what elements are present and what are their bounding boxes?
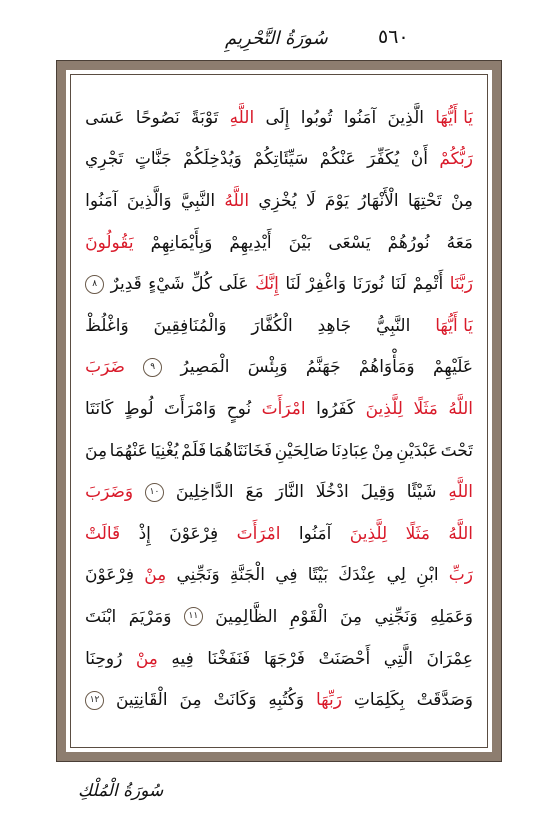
frame-gap	[66, 70, 492, 752]
highlighted-word: اللَّهُ	[224, 190, 250, 211]
verse-word: مَعَ	[245, 482, 264, 503]
highlighted-word: اللَّهُ	[448, 523, 473, 544]
verse-line	[85, 97, 473, 139]
text-panel	[70, 74, 488, 748]
verse-word: وَالْمُنَافِقِينَ	[153, 315, 227, 336]
verse-word: بَيْنَ	[288, 232, 312, 253]
verse-word: ابْنَتَ	[85, 606, 117, 627]
verse-word: مِنَ	[85, 440, 108, 461]
verse-word: آمَنُوا	[85, 190, 118, 211]
verse-word: ادْخُلَا	[315, 482, 349, 503]
verse-word: رُوحِنَا	[85, 648, 123, 669]
verse-word: وَبِأَيْمَانِهِمْ	[150, 232, 213, 253]
verse-word: فَخَانَتَاهُمَا	[208, 440, 273, 461]
verse-word: وَكُتُبِهِ	[268, 690, 305, 711]
verse-word: جَنَّاتٍ	[134, 149, 172, 170]
verse-line	[85, 430, 473, 472]
verse-word: الْكُفَّارَ	[251, 315, 293, 336]
verse-word: الْقَوْمِ	[289, 606, 328, 627]
verse-line	[85, 638, 473, 680]
highlighted-word: امْرَأَتَ	[261, 398, 306, 419]
verse-word: النَّبِيُّ	[376, 315, 411, 336]
verse-word: عِنْدَكَ	[338, 565, 377, 586]
next-surah-title: سُورَةُ الْمُلْكِ	[78, 781, 164, 801]
verse-word: يُخْزِي	[258, 190, 297, 211]
verse-word: الْقَانِتِينَ	[115, 690, 168, 711]
highlighted-word: اللَّهِ	[448, 482, 473, 503]
page-number: ٥٦٠	[378, 26, 409, 48]
verse-word: تَوْبَةً	[190, 107, 219, 128]
verse-word: عِبَادِنَا	[331, 440, 370, 461]
verse-word: أَتْمِمْ	[412, 274, 444, 295]
verse-word: مِنْ	[450, 190, 473, 211]
highlighted-word: يَقُولُونَ	[85, 232, 134, 253]
verse-word: مِنَ	[339, 606, 363, 627]
highlighted-word: مَثَلًا	[405, 523, 430, 544]
verse-line	[85, 263, 473, 305]
verse-word: نُورُهُمْ	[387, 232, 430, 253]
verse-word: وَبِئْسَ	[247, 357, 288, 378]
verse-line	[85, 555, 473, 597]
highlighted-word: اللَّهِ	[229, 107, 255, 128]
verse-word: ابْنِ	[416, 565, 439, 586]
verse-line	[85, 513, 473, 555]
verse-word: أَحْصَنَتْ	[318, 648, 371, 669]
highlighted-word: قَالَتْ	[85, 523, 121, 544]
verse-line	[85, 139, 473, 181]
verse-word: فَرْجَهَا	[263, 648, 305, 669]
verse-word: كَانَتَا	[85, 398, 114, 419]
verse-word: وَمَأْوَاهُمْ	[358, 357, 415, 378]
verse-word: عَنْهُمَا	[109, 440, 148, 461]
verse-word: وَعَمَلِهِ	[430, 606, 473, 627]
verse-word: وَنَجِّنِي	[374, 606, 418, 627]
verse-word: جَاهِدِ	[317, 315, 352, 336]
verse-word: عَبْدَيْنِ	[396, 440, 439, 461]
verse-word: عَسَى	[85, 107, 125, 128]
verse-word: أَنْ	[410, 149, 428, 170]
highlighted-word: وَضَرَبَ	[85, 482, 134, 503]
verse-word: فِرْعَوْنَ	[169, 523, 219, 544]
verse-word: صَالِحَيْنِ	[274, 440, 329, 461]
verse-word: عَنْكُمْ	[319, 149, 356, 170]
verse-line	[85, 222, 473, 264]
verse-word: يُغْنِيَا	[150, 440, 179, 461]
verse-word: وَيُدْخِلَكُمْ	[183, 149, 242, 170]
ayah-number-marker: ١١	[184, 607, 203, 626]
verse-text-area	[85, 97, 473, 729]
verse-word: تَحْتَ	[440, 440, 473, 461]
verse-word: لُوطٍ	[123, 398, 154, 419]
verse-word: مِنَ	[179, 690, 202, 711]
highlighted-word: مِنْ	[144, 565, 167, 586]
highlighted-word: يَا أَيُّهَا	[435, 315, 473, 336]
verse-word: وَصَدَّقَتْ	[416, 690, 473, 711]
verse-word: عَلَيْهِمْ	[432, 357, 473, 378]
verse-word: فِيهِ	[171, 648, 194, 669]
verse-word: تُوبُوا	[300, 107, 333, 128]
verse-word: بِكَلِمَاتِ	[353, 690, 405, 711]
verse-word: بَيْتًا	[307, 565, 328, 586]
highlighted-word: لِلَّذِينَ	[349, 523, 388, 544]
highlighted-word: يَا أَيُّهَا	[435, 107, 473, 128]
verse-word: سَيِّئَاتِكُمْ	[253, 149, 309, 170]
verse-word: الَّتِي	[383, 648, 413, 669]
highlighted-word: مِنْ	[135, 648, 158, 669]
verse-word: وَكَانَتْ	[213, 690, 257, 711]
verse-word: إِلَى	[265, 107, 290, 128]
highlighted-word: ضَرَبَ	[85, 357, 125, 378]
highlighted-word: رَبَّنَا	[449, 274, 473, 295]
verse-word: شَيْئًا	[406, 482, 437, 503]
verse-word: كُلِّ	[191, 274, 213, 295]
verse-word: فِي	[275, 565, 298, 586]
ayah-number-marker: ٩	[143, 358, 162, 377]
verse-word: لِي	[386, 565, 406, 586]
verse-word: نَصُوحًا	[135, 107, 180, 128]
verse-word: شَيْءٍ	[148, 274, 185, 295]
verse-word: الْجَنَّةِ	[229, 565, 266, 586]
highlighted-word: رَبِّهَا	[316, 690, 342, 711]
verse-word: النَّبِيَّ	[180, 190, 216, 211]
page-frame	[56, 60, 502, 762]
verse-line	[85, 679, 473, 721]
verse-line	[85, 180, 473, 222]
verse-word: لَنَا	[390, 274, 407, 295]
verse-word: تَحْتِهَا	[407, 190, 442, 211]
highlighted-word: رَبُّكُمْ	[439, 149, 473, 170]
verse-word: نُورَنَا	[352, 274, 385, 295]
verse-word: آمَنُوا	[298, 523, 332, 544]
verse-word: الَّذِينَ	[387, 107, 424, 128]
ayah-number-marker: ١٠	[145, 483, 164, 502]
verse-word: يَسْعَى	[328, 232, 371, 253]
verse-word: يُكَفِّرَ	[367, 149, 400, 170]
verse-word: الدَّاخِلِينَ	[175, 482, 234, 503]
verse-word: الْأَنْهَارُ	[358, 190, 399, 211]
verse-line	[85, 305, 473, 347]
verse-word: وَنَجِّنِي	[176, 565, 220, 586]
verse-word: وَالَّذِينَ	[126, 190, 172, 211]
highlighted-word: اللَّهُ	[448, 398, 473, 419]
verse-word: مِنْ	[371, 440, 394, 461]
verse-word: عِمْرَانَ	[426, 648, 473, 669]
verse-word: قَدِيرٌ	[110, 274, 142, 295]
verse-word: وَاغْفِرْ لَنَا	[285, 274, 347, 295]
verse-word: فِرْعَوْنَ	[85, 565, 134, 586]
verse-word: يَوْمَ	[324, 190, 349, 211]
ayah-number-marker: ١٢	[85, 691, 104, 710]
highlighted-word: مَثَلًا	[413, 398, 438, 419]
verse-word: إِذْ	[138, 523, 151, 544]
verse-word: كَفَرُوا	[316, 398, 356, 419]
highlighted-word: إِنَّكَ	[255, 274, 279, 295]
verse-word: فَلَمْ	[181, 440, 207, 461]
verse-word: آمَنُوا	[343, 107, 377, 128]
verse-word: وَمَرْيَمَ	[128, 606, 172, 627]
verse-word: فَنَفَخْنَا	[207, 648, 251, 669]
verse-word: عَلَى	[218, 274, 249, 295]
verse-line	[85, 388, 473, 430]
verse-word: الْمَصِيرُ	[180, 357, 230, 378]
verse-word: جَهَنَّمُ	[305, 357, 341, 378]
verse-line	[85, 347, 473, 389]
surah-title: سُورَةُ التَّحْرِيمِ	[225, 28, 328, 49]
verse-word: مَعَهُ	[446, 232, 473, 253]
highlighted-word: رَبِّ	[448, 565, 473, 586]
ayah-number-marker: ٨	[85, 275, 104, 294]
highlighted-word: لِلَّذِينَ	[365, 398, 403, 419]
verse-line	[85, 471, 473, 513]
verse-word: نُوحٍ	[226, 398, 252, 419]
verse-word: النَّارَ	[275, 482, 304, 503]
verse-word: الظَّالِمِينَ	[215, 606, 278, 627]
verse-word: وَامْرَأَتَ	[164, 398, 217, 419]
verse-word: أَيْدِيهِمْ	[229, 232, 272, 253]
verse-word: تَجْرِي	[85, 149, 124, 170]
verse-word: وَقِيلَ	[360, 482, 395, 503]
verse-word: وَاغْلُظْ	[85, 315, 129, 336]
verse-word: لَا	[305, 190, 316, 211]
verse-line	[85, 596, 473, 638]
highlighted-word: امْرَأَتَ	[236, 523, 281, 544]
